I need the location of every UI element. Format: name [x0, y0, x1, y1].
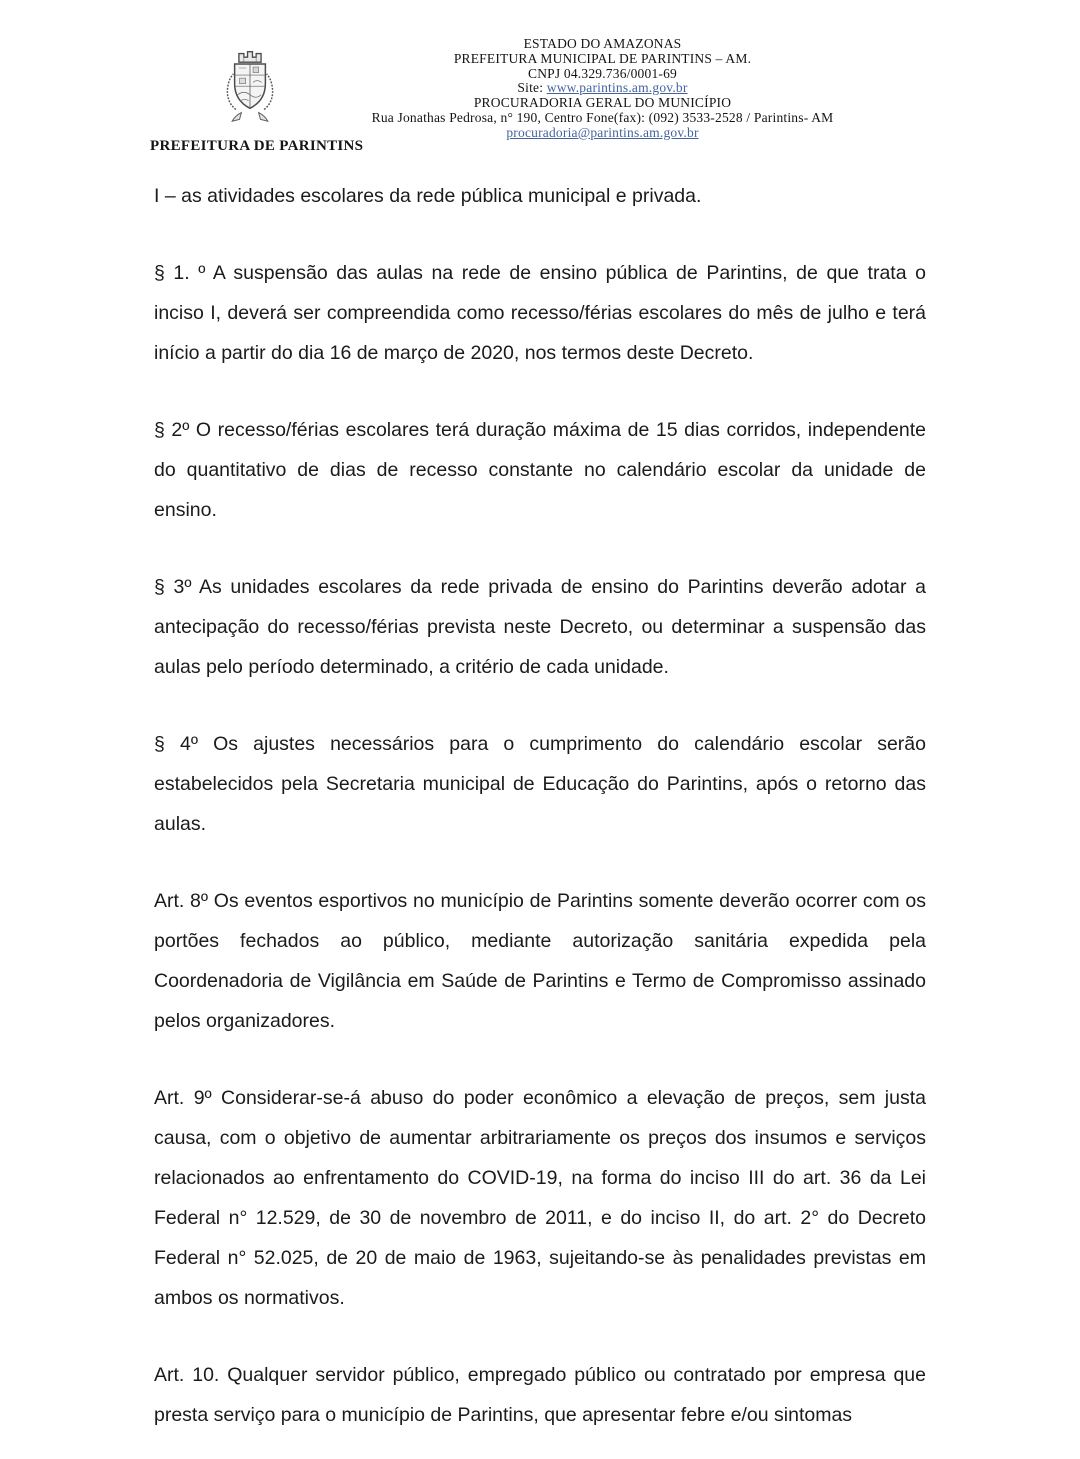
clause-artigo-10: Art. 10. Qualquer servidor público, empregado público ou contratado por empresa que presta serviço para o município de Parintins, que apresentar febre e/ou sintomas	[154, 1364, 926, 1426]
clause-paragrafo-1: § 1. º A suspensão das aulas na rede de ensino pública de Parintins, de que trata o inciso I, deverá ser compreendida como recesso/férias escolares do mês de julho e terá início a partir do dia 16 de março de 2020, nos termos deste Decreto.	[154, 262, 926, 364]
decree-body	[154, 176, 926, 1435]
clause-artigo-8: Art. 8º Os eventos esportivos no município de Parintins somente deverão ocorrer com os portões fechados ao público, mediante autorização sanitária expedida pela Coordenadoria de Vigilância em Saúde de Parintins e Termo de Compromisso assinado pelos organizadores.	[154, 890, 926, 1032]
site-link[interactable]: www.parintins.am.gov.br	[546, 80, 688, 96]
clause-paragrafo-2: § 2º O recesso/férias escolares terá duração máxima de 15 dias corridos, independente do quantitativo de dias de recesso constante no calendário escolar da unidade de ensino.	[154, 419, 926, 521]
site-label: Site:	[517, 80, 544, 96]
letterhead	[0, 0, 1080, 170]
logo-block	[150, 48, 364, 155]
clause-paragrafo-3: § 3º As unidades escolares da rede privada de ensino do Parintins deverão adotar a antecipação do recesso/férias prevista neste Decreto, ou determinar a suspensão das aulas pelo período determinado, a critério de cada unidade.	[154, 576, 926, 678]
email-line	[330, 126, 875, 141]
clause-inciso-i: I – as atividades escolares da rede pública municipal e privada.	[154, 185, 702, 207]
department-line: PROCURADORIA GERAL DO MUNICÍPIO	[473, 95, 732, 111]
crest-caption: PREFEITURA DE PARINTINS	[150, 138, 364, 154]
site-line	[330, 81, 875, 96]
email-link[interactable]: procuradoria@parintins.am.gov.br	[506, 124, 699, 140]
clause-paragrafo-4: § 4º Os ajustes necessários para o cumprimento do calendário escolar serão estabelecidos pela Secretaria municipal de Educação do Parintins, após o retorno das aulas.	[154, 733, 926, 835]
cnpj-line: CNPJ 04.329.736/0001-69	[528, 65, 677, 81]
address-line: Rua Jonathas Pedrosa, n° 190, Centro Fone(fax): (092) 3533-2528 / Parintins- AM	[371, 109, 834, 125]
parintins-coat-of-arms-icon	[219, 48, 281, 128]
clause-artigo-9: Art. 9º Considerar-se-á abuso do poder econômico a elevação de preços, sem justa causa, com o objetivo de aumentar arbitrariamente os preços dos insumos e serviços relacionados ao enfrentamento do COVID-19, na forma do inciso III do art. 36 da Lei Federal n° 12.529, de 30 de novembro de 2011, e do inciso II, do art. 2° do Decreto Federal n° 52.025, de 20 de maio de 1963, sujeitando-se às penalidades previstas em ambos os normativos.	[154, 1087, 926, 1309]
state-line: ESTADO DO AMAZONAS	[523, 36, 682, 51]
letterhead-text	[330, 37, 875, 141]
municipality-line: PREFEITURA MUNICIPAL DE PARINTINS – AM.	[453, 50, 752, 66]
